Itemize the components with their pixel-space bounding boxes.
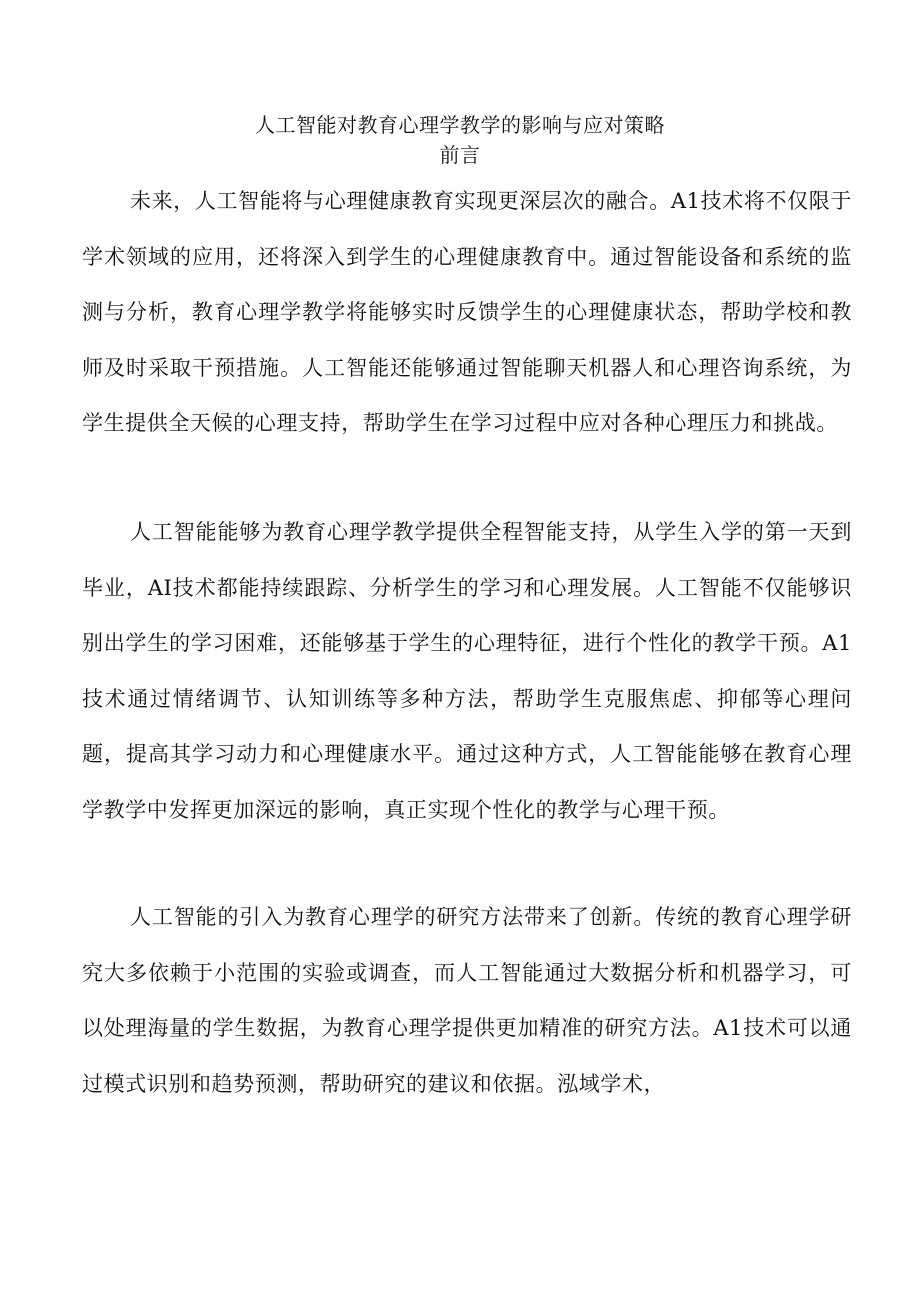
paragraph-1: 未来，人工智能将与心理健康教育实现更深层次的融合。A1技术将不仅限于学术领域的应用，还将深入到学生的心理健康教育中。通过智能设备和系统的监测与分析，教育心理学教学将能够实时反馈学生的心理健康状态，帮助学校和教师及时采取干预措施。人工智能还能够通过智能聊天机器人和心理咨询系统，为学生提供全天候的心理支持，帮助学生在学习过程中应对各种心理压力和挑战。: [82, 189, 852, 435]
paragraph-3: 人工智能的引入为教育心理学的研究方法带来了创新。传统的教育心理学研究大多依赖于小范围的实验或调查，而人工智能通过大数据分析和机器学习，可以处理海量的学生数据，为教育心理学提供更加精准的研究方法。A1技术可以通过模式识别和趋势预测，帮助研究的建议和依据。泓域学术，: [82, 905, 852, 1096]
paragraph-2: 人工智能能够为教育心理学教学提供全程智能支持，从学生入学的第一天到毕业，AI技术都能持续跟踪、分析学生的学习和心理发展。人工智能不仅能够识别出学生的学习困难，还能够基于学生的心理特征，进行个性化的教学干预。A1技术通过情绪调节、认知训练等多种方法，帮助学生克服焦虑、抑郁等心理问题，提高其学习动力和心理健康水平。通过这种方式，人工智能能够在教育心理学教学中发挥更加深远的影响，真正实现个性化的教学与心理干预。: [82, 520, 852, 822]
document-title: 人工智能对教育心理学教学的影响与应对策略: [255, 113, 665, 137]
document-subtitle: 前言: [439, 143, 481, 167]
